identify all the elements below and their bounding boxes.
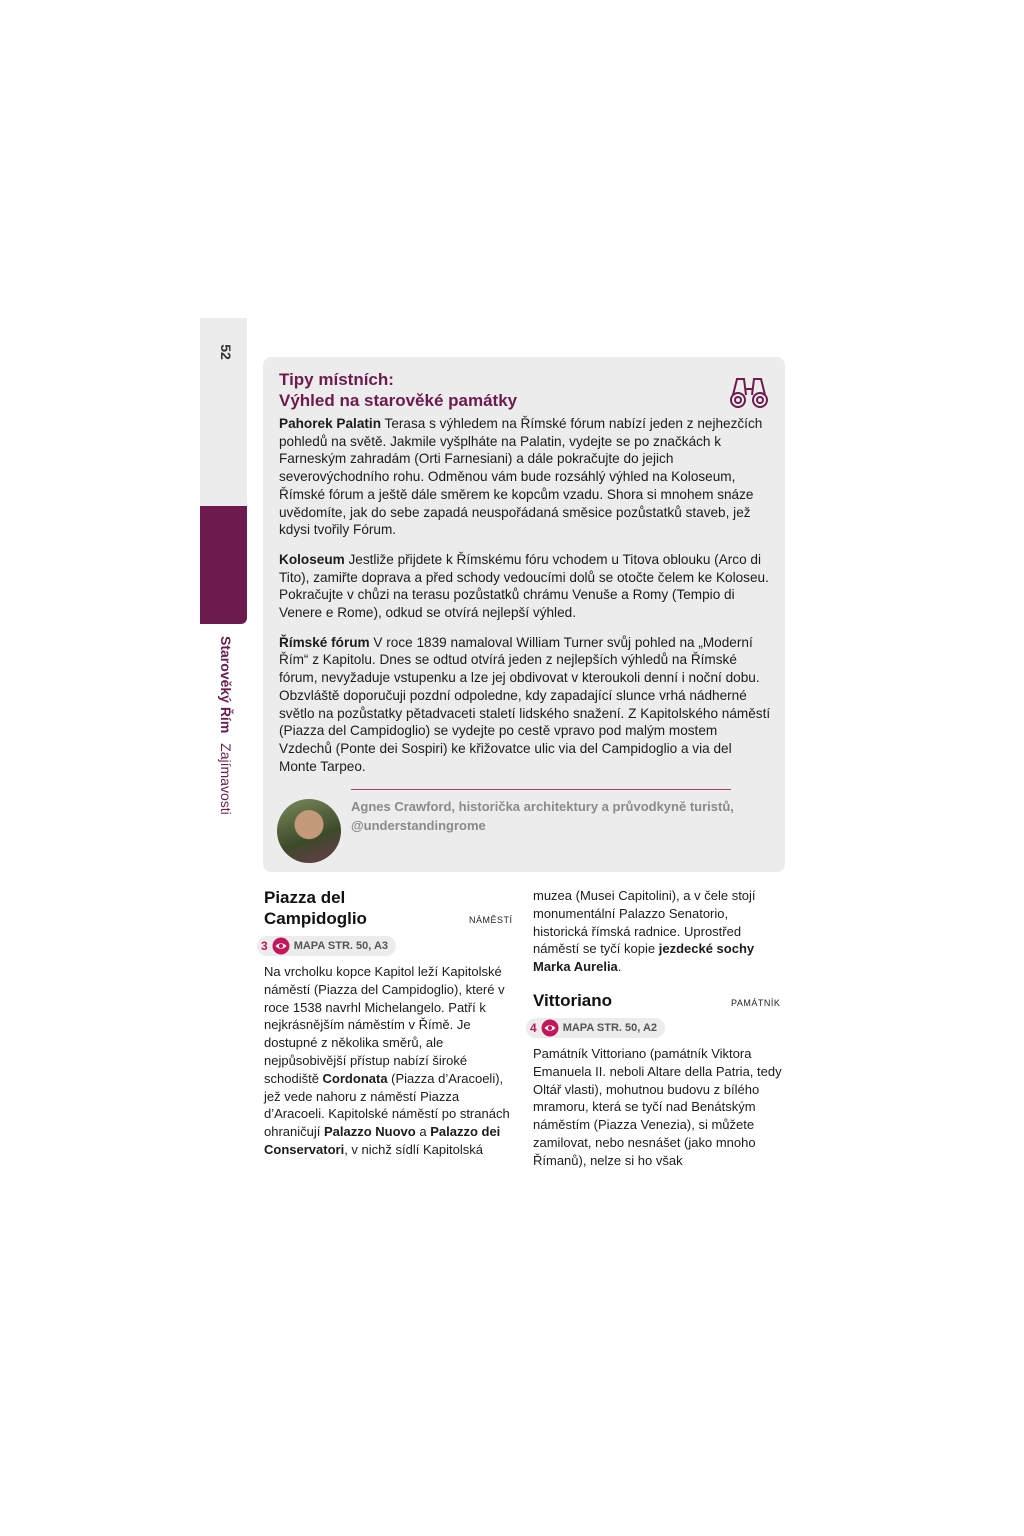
entry-text-campidoglio <box>264 963 514 1159</box>
tip-text-palatin: Terasa s výhledem na Římské fórum nabízí jeden z nejhezčích pohledů na světě. Jakmile vyšplháte na Palatin, vydejte se po značkách k Farneským zahradám (Orti Farnesiani) a dále pokračujte do jejich severovýchodního rohu. Odměnou vám bude rozsáhlý výhled na Koloseum, Římské fórum a ještě dále směrem ke kopcům vzadu. Shora si mnohem snáze uvědomíte, jak do sebe zapadá neuspořádaná směsice pozůstatků staveb, jež kdysi tvořily Fórum. <box>279 416 763 538</box>
text-d: , v nichž sídlí Kapitolská <box>344 1141 483 1157</box>
entry-text-campidoglio-continued <box>533 887 783 976</box>
map-number: 4 <box>530 1021 537 1035</box>
tip-text-koloseum: Jestliže přijdete k Římskému fóru vchodem u Titova oblouku (Arco di Tito), zamiřte doprava a před schody vedoucími dolů se otočte čelem ke Koloseu. Pokračujte v chůzi na terasu pozůstatků chrámu Venuše a Romy (Tempio di Venere e Rome), odkud se otvírá nejlepší výhled. <box>279 551 769 621</box>
cont-end: . <box>617 959 622 975</box>
tip-paragraph-koloseum <box>279 551 771 622</box>
author-handle: @understandingrome <box>351 818 486 833</box>
tip-lead-palatin: Pahorek Palatin <box>279 416 381 431</box>
page-number: 52 <box>218 344 234 360</box>
entry-type-campidoglio: NÁMĚSTÍ <box>469 915 513 925</box>
local-tips-box <box>263 357 785 872</box>
running-head-subsection: Zajímavosti <box>218 743 234 815</box>
entry-title-campidoglio-line2: Campidoglio <box>264 909 367 928</box>
author-credit <box>351 797 751 835</box>
tip-paragraph-palatin <box>279 415 771 539</box>
map-number: 3 <box>261 939 268 953</box>
bold-palazzo-nuovo: Palazzo Nuovo <box>323 1124 416 1140</box>
author-name: Agnes Crawford, historička architektury a průvodkyně turistů, <box>351 799 734 814</box>
tip-paragraph-forum <box>279 634 771 776</box>
cont-text: muzea (Musei Capitolini), a v čele stojí monumentální Palazzo Senatorio, historická římská radnice. Uprostřed náměstí se tyčí kopie <box>533 888 756 957</box>
entry-title-vittoriano: Vittoriano <box>533 991 613 1010</box>
eye-icon <box>272 937 290 955</box>
map-reference-vittoriano[interactable] <box>526 1018 665 1038</box>
sidebar-section-marker <box>200 506 247 624</box>
tip-text-forum: V roce 1839 namaloval William Turner svůj pohled na „Moderní Řím“ z Kapitolu. Dnes se odtud otvírá jeden z nejlepších výhledů na Římské fórum, nevyžaduje vstupenku a lze jej obdivovat v kteroukoli denní i noční dobu. Obzvláště doporučuji pozdní odpoledne, kdy zapadající slunce vrhá nádherné světlo na pozůstatky pětadvaceti staletí lidského snažení. Z Kapitolského náměstí (Piazza del Campidoglio) se vydejte po cestě vpravo pod malým mostem Vzdechů (Ponte dei Sospiri) ke křižovatce ulic via del Campidoglio a via del Monte Tarpeo. <box>279 634 771 774</box>
tip-title-line1: Tipy místních: <box>279 370 394 389</box>
tip-lead-forum: Římské fórum <box>279 634 370 650</box>
bold-cordonata: Cordonata <box>322 1070 388 1086</box>
entry-title-campidoglio <box>264 887 367 929</box>
running-head <box>218 636 234 815</box>
bold-marcus-aurelius: jezdecké sochy Marka Aurelia <box>533 941 755 975</box>
text-c: a <box>415 1124 431 1140</box>
map-label: MAPA STR. 50, A2 <box>562 1022 658 1034</box>
running-head-section: Starověký Řím <box>218 636 234 734</box>
eye-icon <box>541 1019 559 1037</box>
entry-type-vittoriano: PAMÁTNÍK <box>731 998 781 1008</box>
tip-title-line2: Výhled na starověké památky <box>279 391 518 410</box>
author-avatar <box>277 799 341 863</box>
map-reference-campidoglio[interactable] <box>257 936 396 956</box>
binoculars-icon <box>729 375 769 409</box>
tip-lead-koloseum: Koloseum <box>279 551 345 567</box>
entry-text-vittoriano: Památník Vittoriano (památník Viktora Emanuela II. neboli Altare della Patria, tedy Oltář vlasti), mohutnou budovu z bílého mramoru, která se tyčí nad Benátským náměstím (Piazza Venezia), si můžete zamilovat, nebo nesnášet (jako mnoho Římanů), nelze si ho však <box>533 1046 782 1168</box>
author-divider <box>351 789 731 790</box>
text-b: (Piazza d’Aracoeli), jež vede nahoru z náměstí Piazza d’Aracoeli. Kapitolské náměstí po stranách ohraničují <box>264 1070 510 1140</box>
entry-title-campidoglio-line1: Piazza del <box>264 888 346 907</box>
tip-title <box>279 369 769 411</box>
map-label: MAPA STR. 50, A3 <box>293 940 389 952</box>
text-a: Na vrcholku kopce Kapitol leží Kapitolské náměstí (Piazza del Campidoglio), které v roce 1538 navrhl Michelangelo. Patří k nejkrásnějším náměstím v Římě. Je dostupné z několika směrů, ale nejpůsobivější přístup nabízí široké schodiště <box>264 964 505 1086</box>
bold-palazzo-conservatori: Palazzo dei Conservatori <box>264 1124 501 1157</box>
